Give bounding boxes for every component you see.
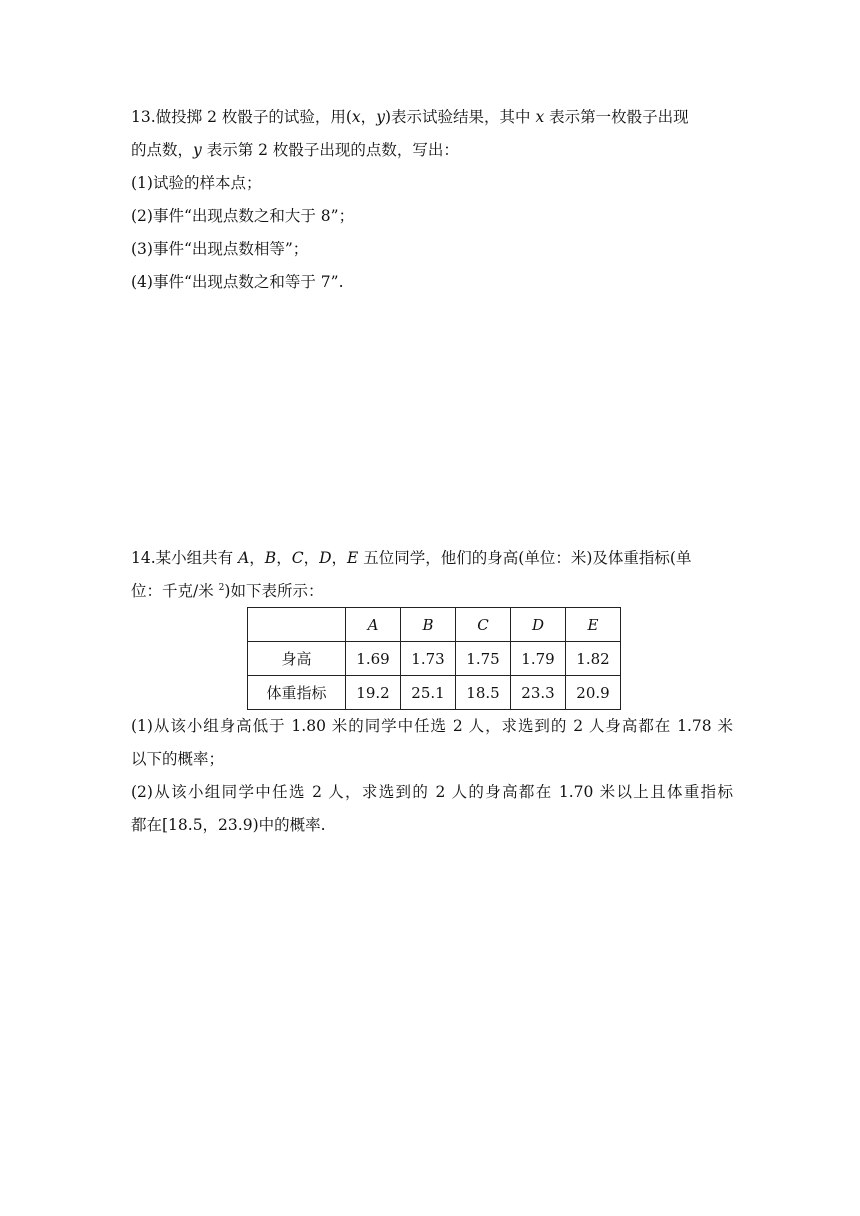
table-cell: 23.3 [511,676,566,710]
table-cell: 1.69 [346,642,401,676]
table-cell: 18.5 [456,676,511,710]
table-row [248,642,621,676]
table-header-row [248,608,621,642]
table-header-cell: B [401,608,456,642]
table-cell: 1.73 [401,642,456,676]
table-cell: 1.82 [566,642,621,676]
table-header-cell [248,608,346,642]
table-cell: 1.79 [511,642,566,676]
q14-part-1-line-1: (1)从该小组身高低于 1.80 米的同学中任选 2 人，求选到的 2 人身高都在 1.78 米 [131,717,733,735]
question-14-parts [131,710,733,842]
table-cell: 1.75 [456,642,511,676]
q14-part-2-line-1: (2)从该小组同学中任选 2 人，求选到的 2 人的身高都在 1.70 米以上且体重指标 [131,783,733,801]
height-weight-table [247,607,621,710]
table-header-cell: D [511,608,566,642]
q13-item-4: (4)事件“出现点数之和等于 7”. [131,273,344,291]
q13-line-1: 13.做投掷 2 枚骰子的试验，用(x，y)表示试验结果，其中 x 表示第一枚骰子出现 [131,108,689,126]
table-header-cell: E [566,608,621,642]
q14-line-1: 14.某小组共有 A，B，C，D，E 五位同学，他们的身高(单位：米)及体重指标(单 [131,549,692,567]
table-row-label: 体重指标 [248,676,346,710]
table-row-label: 身高 [248,642,346,676]
q14-part-2-line-2: 都在[18.5，23.9)中的概率. [131,816,326,834]
q13-item-2: (2)事件“出现点数之和大于 8”； [131,207,355,225]
question-14-intro [131,542,733,608]
table-header-cell: A [346,608,401,642]
table-header-cell: C [456,608,511,642]
q14-part-1-line-2: 以下的概率； [131,750,225,768]
q13-item-3: (3)事件“出现点数相等”； [131,240,309,258]
table-row [248,676,621,710]
table-cell: 19.2 [346,676,401,710]
q14-line-2: 位：千克/米 $^2$)如下表所示： [131,582,324,600]
q13-item-1: (1)试验的样本点； [131,174,262,192]
table-cell: 20.9 [566,676,621,710]
q13-line-2: 的点数，y 表示第 2 枚骰子出现的点数，写出： [131,141,459,159]
table-cell: 25.1 [401,676,456,710]
question-13 [131,101,733,299]
